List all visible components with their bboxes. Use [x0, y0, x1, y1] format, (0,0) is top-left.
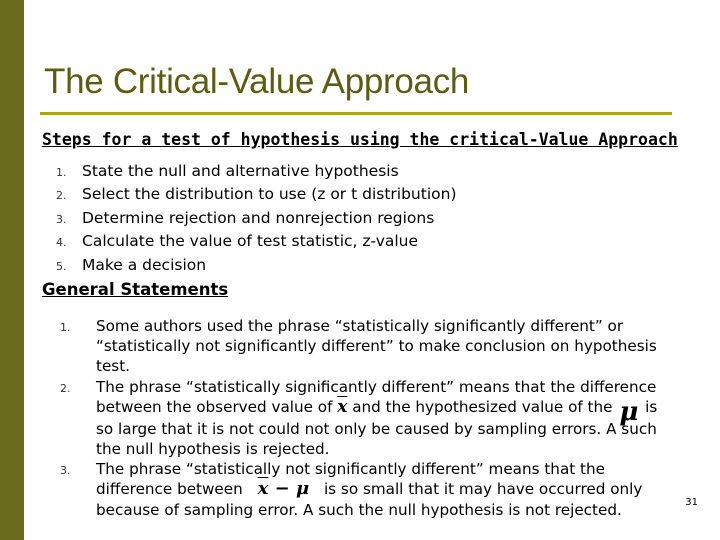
list-item-text: Determine rejection and nonrejection regions: [82, 208, 435, 227]
list-item-text-part1: The phrase “statistically not significantly different” means that the difference between: [96, 460, 605, 499]
list-item: [56, 377, 666, 460]
list-item-text-part1: The phrase “statistically significantly different” means that the difference between the observed value of: [96, 377, 657, 416]
list-item: [56, 459, 666, 520]
slide-title: The Critical-Value Approach: [44, 62, 470, 101]
list-item: [56, 316, 666, 377]
list-number: 1.: [60, 321, 71, 334]
x-bar-minus-mu-expression: [258, 480, 310, 498]
list-item: [56, 254, 457, 277]
steps-list: [56, 160, 457, 277]
list-item-text: State the null and alternative hypothesis: [82, 162, 399, 180]
title-divider: [40, 112, 672, 115]
list-number: 1.: [56, 166, 67, 179]
list-item-text-part2: and the hypothesized value of the: [352, 397, 613, 416]
left-accent-bar: [0, 0, 24, 540]
list-number: 3.: [60, 464, 71, 478]
list-number: 3.: [56, 212, 67, 226]
list-item: [56, 183, 457, 206]
list-item: [56, 207, 457, 230]
x-bar-symbol: $\overline{x}$: [337, 396, 348, 417]
list-number: 2.: [56, 189, 67, 203]
expr-x-bar: $\overline{x}$: [257, 478, 269, 500]
list-item: [56, 160, 457, 183]
mu-symbol: μ: [619, 396, 639, 427]
list-item: [56, 230, 457, 253]
list-number: 4.: [56, 236, 67, 250]
page-number: 31: [685, 497, 698, 508]
statements-list: [56, 316, 666, 520]
expr-mu: μ: [295, 478, 310, 500]
list-item-text: Make a decision: [82, 255, 207, 274]
list-item-text-part3: is so large that it is not could not only be caused by sampling errors. A such the null hypothesis is rejected.: [96, 397, 658, 459]
list-number: 5.: [56, 259, 67, 273]
steps-heading: Steps for a test of hypothesis using the critical-Value Approach: [42, 130, 678, 149]
list-number: 2.: [60, 381, 71, 395]
list-item-text: Some authors used the phrase “statistically significantly different” or “statistically not significantly different” to make conclusion on hypothesis test.: [96, 317, 657, 376]
list-item-text: Calculate the value of test statistic, z-value: [82, 232, 419, 251]
general-statements-heading: General Statements: [42, 280, 229, 299]
list-item-text-part2: is so small that it may have occurred only because of sampling error. A such the null hypothesis is not rejected.: [96, 480, 643, 519]
list-item-text: Select the distribution to use (z or t distribution): [82, 185, 457, 204]
expr-operator: −: [268, 478, 296, 500]
